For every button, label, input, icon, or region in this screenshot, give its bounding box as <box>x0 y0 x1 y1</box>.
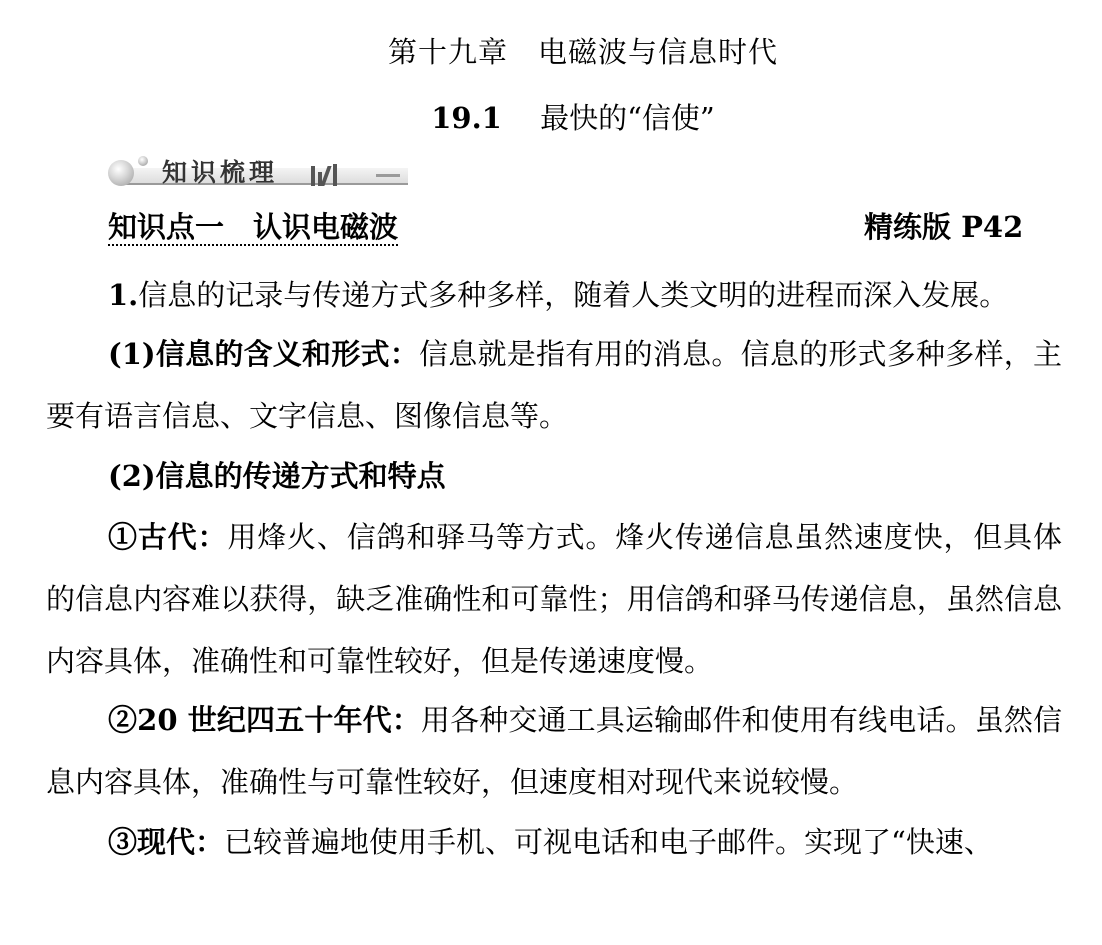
workbook-reference <box>864 210 1023 244</box>
paragraph-4 <box>46 506 1062 692</box>
paragraph-text: 信息就是指有用的消息。信息的形式多种多样，主要有语言信息、文字信息、图像信息等。 <box>46 337 1062 433</box>
paragraph-lead: (1)信息的含义和形式： <box>108 337 419 371</box>
knowledge-point-heading: 知识点一 认识电磁波 <box>108 210 399 244</box>
paragraph-lead: (2)信息的传递方式和特点 <box>108 459 446 493</box>
paragraph-text: 用各种交通工具运输邮件和使用有线电话。虽然信息内容具体，准确性与可靠性较好，但速度相对现代来说较慢。 <box>46 703 1062 799</box>
section-number: 19.1 <box>431 101 502 135</box>
bubble-icon <box>108 160 134 186</box>
small-bubble-icon <box>138 156 148 166</box>
paragraph-5 <box>46 689 1062 813</box>
paragraph-2 <box>46 323 1062 447</box>
knowledge-banner <box>108 152 408 190</box>
paragraph-lead: 1. <box>108 278 139 312</box>
chapter-title: 第十九章 电磁波与信息时代 <box>387 35 778 69</box>
paragraph-lead: ①古代： <box>108 520 228 554</box>
reference-label: 精练版 <box>864 210 952 244</box>
paragraph-text: 已较普遍地使用手机、可视电话和电子邮件。实现了“快速、 <box>224 825 993 859</box>
section-name: 最快的“信使” <box>540 101 715 135</box>
banner-tail-line <box>376 174 400 177</box>
paragraph-1 <box>46 264 1062 326</box>
banner-label: 知识梳理 <box>162 158 279 187</box>
reference-page: P42 <box>961 210 1024 244</box>
section-title <box>0 96 1102 137</box>
paragraph-6 <box>46 811 1062 873</box>
paragraph-3 <box>46 445 1062 507</box>
paragraph-lead: ③现代： <box>108 825 225 859</box>
bars-decoration-icon <box>311 164 351 186</box>
paragraph-text: 信息的记录与传递方式多种多样，随着人类文明的进程而深入发展。 <box>138 278 1009 312</box>
paragraph-lead: ②20 世纪四五十年代： <box>108 703 421 737</box>
paragraph-text: 用烽火、信鸽和驿马等方式。烽火传递信息虽然速度快，但具体的信息内容难以获得，缺乏准确性和可靠性；用信鸽和驿马传递信息，虽然信息内容具体，准确性和可靠性较好，但是传递速度慢。 <box>46 520 1062 678</box>
